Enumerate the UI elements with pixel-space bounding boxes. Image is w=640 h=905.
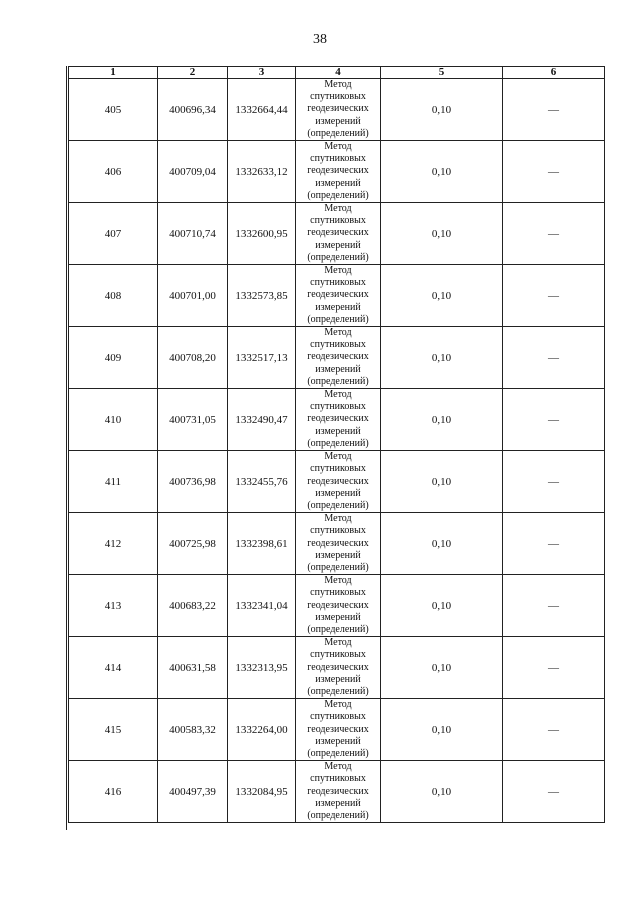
- method-line: Метод: [324, 141, 352, 153]
- coordinate-x-cell: 400709,04: [158, 141, 228, 203]
- method-line: спутниковых: [310, 587, 366, 599]
- coordinate-y-cell: 1332633,12: [228, 141, 296, 203]
- method-line: геодезических: [307, 165, 369, 177]
- method-line: спутниковых: [310, 277, 366, 289]
- note-cell: —: [503, 79, 605, 141]
- coordinate-x-cell: 400708,20: [158, 327, 228, 389]
- method-line: измерений: [315, 115, 361, 127]
- column-header-3: 3: [228, 67, 296, 79]
- coordinate-x-cell: 400631,58: [158, 637, 228, 699]
- method-line: геодезических: [307, 103, 369, 115]
- point-number-cell: 413: [69, 575, 158, 637]
- table-row: [69, 79, 605, 141]
- method-line: Метод: [324, 513, 352, 525]
- table-row: [69, 141, 605, 203]
- point-number-cell: 407: [69, 203, 158, 265]
- note-cell: —: [503, 265, 605, 327]
- method-line: измерений: [315, 363, 361, 375]
- method-line: измерений: [315, 487, 361, 499]
- method-line: измерений: [315, 735, 361, 747]
- table-row: [69, 637, 605, 699]
- accuracy-cell: 0,10: [381, 575, 503, 637]
- method-cell: [296, 761, 381, 823]
- coordinate-y-cell: 1332573,85: [228, 265, 296, 327]
- method-cell: [296, 699, 381, 761]
- method-line: спутниковых: [310, 649, 366, 661]
- accuracy-cell: 0,10: [381, 265, 503, 327]
- method-line: геодезических: [307, 227, 369, 239]
- method-line: спутниковых: [310, 153, 366, 165]
- method-line: спутниковых: [310, 525, 366, 537]
- accuracy-cell: 0,10: [381, 699, 503, 761]
- method-line: спутниковых: [310, 711, 366, 723]
- method-line: (определений): [307, 313, 369, 325]
- accuracy-cell: 0,10: [381, 451, 503, 513]
- method-line: Метод: [324, 699, 352, 711]
- method-line: геодезических: [307, 599, 369, 611]
- note-cell: —: [503, 575, 605, 637]
- column-header-6: 6: [503, 67, 605, 79]
- point-number-cell: 416: [69, 761, 158, 823]
- method-line: спутниковых: [310, 339, 366, 351]
- method-line: Метод: [324, 389, 352, 401]
- method-line: (определений): [307, 809, 369, 821]
- coordinate-y-cell: 1332313,95: [228, 637, 296, 699]
- coordinate-y-cell: 1332264,00: [228, 699, 296, 761]
- accuracy-cell: 0,10: [381, 637, 503, 699]
- table-row: [69, 327, 605, 389]
- coordinate-x-cell: 400736,98: [158, 451, 228, 513]
- method-cell: [296, 327, 381, 389]
- method-cell: [296, 575, 381, 637]
- method-cell: [296, 265, 381, 327]
- method-line: спутниковых: [310, 463, 366, 475]
- coordinate-y-cell: 1332341,04: [228, 575, 296, 637]
- method-line: геодезических: [307, 475, 369, 487]
- coordinates-table: [68, 66, 605, 823]
- method-line: измерений: [315, 239, 361, 251]
- accuracy-cell: 0,10: [381, 513, 503, 575]
- accuracy-cell: 0,10: [381, 389, 503, 451]
- method-line: (определений): [307, 747, 369, 759]
- coordinate-x-cell: 400696,34: [158, 79, 228, 141]
- column-header-5: 5: [381, 67, 503, 79]
- method-cell: [296, 389, 381, 451]
- accuracy-cell: 0,10: [381, 761, 503, 823]
- method-line: геодезических: [307, 723, 369, 735]
- coordinate-x-cell: 400683,22: [158, 575, 228, 637]
- method-line: измерений: [315, 425, 361, 437]
- point-number-cell: 412: [69, 513, 158, 575]
- coordinate-x-cell: 400497,39: [158, 761, 228, 823]
- accuracy-cell: 0,10: [381, 327, 503, 389]
- method-line: (определений): [307, 375, 369, 387]
- coordinate-y-cell: 1332600,95: [228, 203, 296, 265]
- column-header-4: 4: [296, 67, 381, 79]
- accuracy-cell: 0,10: [381, 203, 503, 265]
- coordinate-y-cell: 1332398,61: [228, 513, 296, 575]
- table-row: [69, 575, 605, 637]
- method-cell: [296, 513, 381, 575]
- point-number-cell: 411: [69, 451, 158, 513]
- coordinate-y-cell: 1332084,95: [228, 761, 296, 823]
- method-line: Метод: [324, 575, 352, 587]
- coordinate-x-cell: 400710,74: [158, 203, 228, 265]
- coordinate-y-cell: 1332490,47: [228, 389, 296, 451]
- method-line: спутниковых: [310, 773, 366, 785]
- note-cell: —: [503, 327, 605, 389]
- point-number-cell: 414: [69, 637, 158, 699]
- method-line: Метод: [324, 203, 352, 215]
- method-line: спутниковых: [310, 91, 366, 103]
- method-line: (определений): [307, 623, 369, 635]
- page-number: 38: [313, 32, 327, 47]
- method-line: (определений): [307, 499, 369, 511]
- method-line: (определений): [307, 437, 369, 449]
- method-line: Метод: [324, 637, 352, 649]
- table-row: [69, 265, 605, 327]
- point-number-cell: 408: [69, 265, 158, 327]
- table-header-row: [69, 67, 605, 79]
- method-line: измерений: [315, 673, 361, 685]
- method-line: (определений): [307, 685, 369, 697]
- column-header-1: 1: [69, 67, 158, 79]
- method-cell: [296, 451, 381, 513]
- method-line: геодезических: [307, 537, 369, 549]
- accuracy-cell: 0,10: [381, 79, 503, 141]
- coordinate-x-cell: 400583,32: [158, 699, 228, 761]
- method-line: спутниковых: [310, 215, 366, 227]
- method-line: Метод: [324, 451, 352, 463]
- method-line: измерений: [315, 549, 361, 561]
- method-line: измерений: [315, 301, 361, 313]
- point-number-cell: 409: [69, 327, 158, 389]
- table-row: [69, 699, 605, 761]
- method-line: измерений: [315, 797, 361, 809]
- method-line: (определений): [307, 189, 369, 201]
- note-cell: —: [503, 141, 605, 203]
- point-number-cell: 405: [69, 79, 158, 141]
- coordinate-y-cell: 1332517,13: [228, 327, 296, 389]
- method-cell: [296, 79, 381, 141]
- method-line: Метод: [324, 265, 352, 277]
- method-line: геодезических: [307, 289, 369, 301]
- coordinate-y-cell: 1332664,44: [228, 79, 296, 141]
- note-cell: —: [503, 389, 605, 451]
- coordinate-y-cell: 1332455,76: [228, 451, 296, 513]
- method-line: Метод: [324, 79, 352, 90]
- method-line: геодезических: [307, 785, 369, 797]
- table-left-border: [66, 66, 67, 830]
- table-row: [69, 203, 605, 265]
- method-line: Метод: [324, 761, 352, 773]
- accuracy-cell: 0,10: [381, 141, 503, 203]
- note-cell: —: [503, 699, 605, 761]
- table-row: [69, 451, 605, 513]
- note-cell: —: [503, 637, 605, 699]
- method-cell: [296, 203, 381, 265]
- method-line: (определений): [307, 561, 369, 573]
- table-body: [69, 79, 605, 823]
- method-line: (определений): [307, 127, 369, 139]
- point-number-cell: 415: [69, 699, 158, 761]
- method-line: измерений: [315, 177, 361, 189]
- method-line: измерений: [315, 611, 361, 623]
- note-cell: —: [503, 451, 605, 513]
- method-line: Метод: [324, 327, 352, 339]
- method-line: спутниковых: [310, 401, 366, 413]
- method-cell: [296, 637, 381, 699]
- coordinate-x-cell: 400725,98: [158, 513, 228, 575]
- coordinate-x-cell: 400731,05: [158, 389, 228, 451]
- table-row: [69, 513, 605, 575]
- method-cell: [296, 141, 381, 203]
- point-number-cell: 410: [69, 389, 158, 451]
- note-cell: —: [503, 761, 605, 823]
- table-row: [69, 389, 605, 451]
- note-cell: —: [503, 513, 605, 575]
- method-line: геодезических: [307, 413, 369, 425]
- method-line: (определений): [307, 251, 369, 263]
- method-line: геодезических: [307, 661, 369, 673]
- table-row: [69, 761, 605, 823]
- column-header-2: 2: [158, 67, 228, 79]
- note-cell: —: [503, 203, 605, 265]
- point-number-cell: 406: [69, 141, 158, 203]
- method-line: геодезических: [307, 351, 369, 363]
- coordinate-x-cell: 400701,00: [158, 265, 228, 327]
